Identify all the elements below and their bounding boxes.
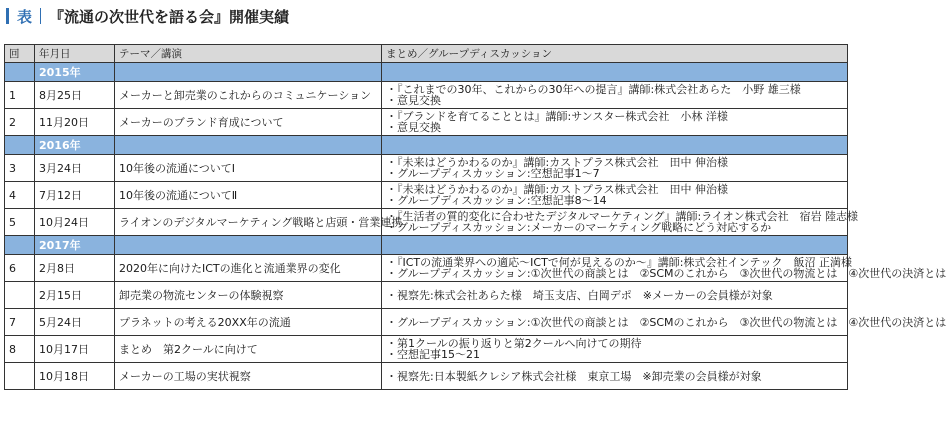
table-row: [5, 309, 848, 336]
row-date: 2月15日: [35, 282, 115, 309]
summary-line: ・第1クールの振り返りと第2クールへ向けての期待: [386, 337, 642, 350]
row-number: 4: [5, 182, 35, 209]
table-row: [5, 209, 848, 236]
row-summary: [382, 209, 859, 236]
row-date: 10月17日: [35, 336, 115, 363]
summary-line: ・空想記事15～21: [386, 348, 480, 361]
row-summary: [382, 109, 848, 136]
year-row-blank-cell: [5, 136, 35, 155]
row-number: 6: [5, 255, 35, 282]
summary-line: ・『ICTの流通業界への適応～ICTで何が見えるのか～』講師:株式会社インテック 飯沼 正満様: [386, 256, 852, 269]
summary-line: ・『これまでの30年、これからの30年への提言』講師:株式会社あらた 小野 雄三様: [386, 83, 801, 96]
table-row: [5, 109, 848, 136]
year-row: [5, 236, 848, 255]
table-row: [5, 363, 848, 390]
row-date: 10月18日: [35, 363, 115, 390]
row-number: 3: [5, 155, 35, 182]
row-summary: [382, 182, 848, 209]
summary-line: ・意見交換: [386, 94, 441, 107]
caption-separator: [40, 8, 41, 24]
table-row: [5, 255, 848, 282]
row-number: 2: [5, 109, 35, 136]
row-summary: [382, 282, 848, 309]
summary-line: ・『ブランドを育てることとは』講師:サンスター株式会社 小林 洋様: [386, 110, 728, 123]
table-caption: [6, 4, 289, 28]
year-row-blank-cell: [115, 236, 382, 255]
table-row: [5, 282, 848, 309]
caption-accent-bar: [6, 8, 9, 24]
row-number: 8: [5, 336, 35, 363]
table-row: [5, 182, 848, 209]
row-date: 7月12日: [35, 182, 115, 209]
year-label: 2017年: [35, 236, 115, 255]
year-label: 2015年: [35, 63, 115, 82]
row-theme: 卸売業の物流センターの体験視察: [115, 282, 382, 309]
row-date: 10月24日: [35, 209, 115, 236]
year-row-blank-cell: [382, 136, 848, 155]
row-number: 7: [5, 309, 35, 336]
header-theme: テーマ／講演: [115, 45, 382, 63]
row-theme: ライオンのデジタルマーケティング戦略と店頭・営業連携: [115, 209, 382, 236]
summary-line: ・グループディスカッション:空想記事8～14: [386, 194, 607, 207]
row-number: 5: [5, 209, 35, 236]
table-row: [5, 336, 848, 363]
row-number: [5, 363, 35, 390]
row-summary: [382, 255, 946, 282]
year-label: 2016年: [35, 136, 115, 155]
summary-line: ・意見交換: [386, 121, 441, 134]
row-date: 11月20日: [35, 109, 115, 136]
year-row: [5, 63, 848, 82]
table-body: [5, 63, 946, 390]
year-row-blank-cell: [115, 136, 382, 155]
summary-line: ・『生活者の質的変化に合わせたデジタルマーケティング』講師:ライオン株式会社 宿岩 陸志様: [386, 210, 859, 223]
caption-title: 『流通の次世代を語る会』開催実績: [49, 7, 290, 26]
row-number: [5, 282, 35, 309]
row-summary: [382, 82, 848, 109]
row-theme: 2020年に向けたICTの進化と流通業界の変化: [115, 255, 382, 282]
year-row-blank-cell: [382, 236, 848, 255]
row-date: 2月8日: [35, 255, 115, 282]
summary-line: ・グループディスカッション:①次世代の商談とは ②SCMのこれから ③次世代の物流とは ④次世代の決済とは: [386, 315, 946, 329]
year-row-blank-cell: [5, 63, 35, 82]
year-row-blank-cell: [5, 236, 35, 255]
caption-tag: 表: [17, 7, 33, 26]
row-theme: 10年後の流通についてⅡ: [115, 182, 382, 209]
year-row-blank-cell: [382, 63, 848, 82]
row-theme: メーカーの工場の実状視察: [115, 363, 382, 390]
row-theme: まとめ 第2クールに向けて: [115, 336, 382, 363]
header-row: [5, 45, 848, 63]
row-theme: メーカーと卸売業のこれからのコミュニケーション: [115, 82, 382, 109]
year-row: [5, 136, 848, 155]
row-theme: プラネットの考える20XX年の流通: [115, 309, 382, 336]
row-theme: メーカーのブランド育成について: [115, 109, 382, 136]
year-row-blank-cell: [115, 63, 382, 82]
header-no: 回: [5, 45, 35, 63]
summary-line: ・『未来はどうかわるのか』講師:カストプラス株式会社 田中 伸治様: [386, 156, 729, 169]
header-date: 年月日: [35, 45, 115, 63]
row-date: 5月24日: [35, 309, 115, 336]
table-row: [5, 155, 848, 182]
row-summary: [382, 336, 848, 363]
summary-line: ・視察先:日本製紙クレシア株式会社様 東京工場 ※卸売業の会員様が対象: [386, 369, 762, 383]
summary-line: ・グループディスカッション:空想記事1～7: [386, 167, 600, 180]
header-summary: まとめ／グループディスカッション: [382, 45, 848, 63]
row-summary: [382, 155, 848, 182]
summary-line: ・グループディスカッション:①次世代の商談とは ②SCMのこれから ③次世代の物流とは ④次世代の決済とは: [386, 267, 946, 280]
row-date: 8月25日: [35, 82, 115, 109]
row-theme: 10年後の流通についてⅠ: [115, 155, 382, 182]
meeting-history-table: [4, 44, 946, 390]
row-summary: [382, 309, 946, 336]
summary-line: ・『未来はどうかわるのか』講師:カストプラス株式会社 田中 伸治様: [386, 183, 729, 196]
summary-line: ・グループディスカッション:メーカーのマーケティング戦略にどう対応するか: [386, 221, 772, 234]
row-date: 3月24日: [35, 155, 115, 182]
row-number: 1: [5, 82, 35, 109]
summary-line: ・視察先:株式会社あらた様 埼玉支店、白岡デポ ※メーカーの会員様が対象: [386, 288, 773, 302]
row-summary: [382, 363, 848, 390]
table-row: [5, 82, 848, 109]
